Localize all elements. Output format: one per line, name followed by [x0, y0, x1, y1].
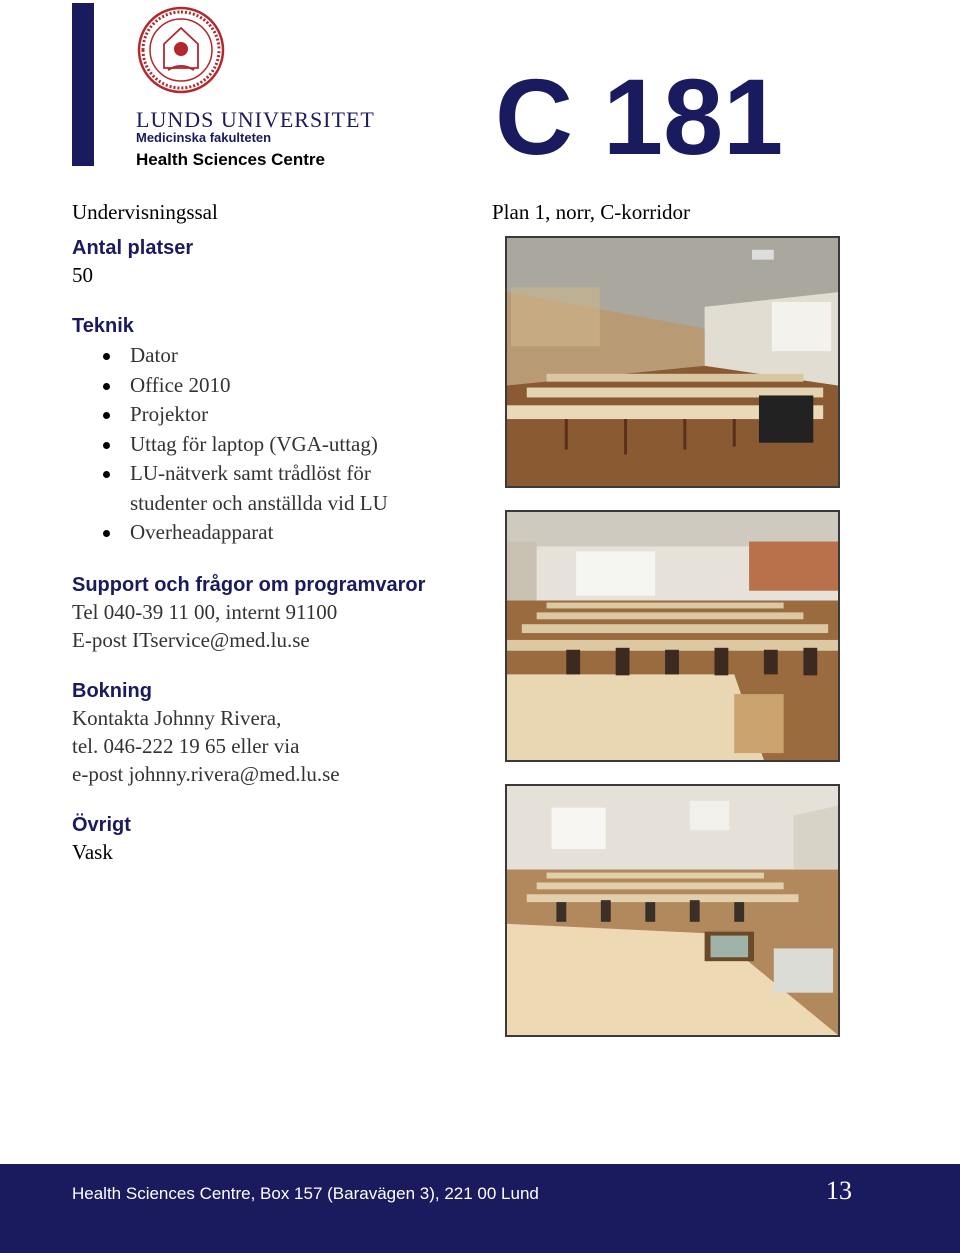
support-section: [72, 572, 492, 654]
room-location: Plan 1, norr, C-korridor: [492, 200, 691, 224]
page-footer: [0, 1164, 960, 1253]
list-item: LU-nätverk samt trådlöst för: [72, 459, 492, 489]
booking-phone: tel. 046-222 19 65 eller via: [72, 733, 300, 758]
room-type: Undervisningssal: [72, 200, 218, 224]
room-photo-3: [505, 784, 840, 1037]
room-photo-2: [505, 510, 840, 762]
booking-heading: Bokning: [72, 679, 152, 702]
other-heading: Övrigt: [72, 813, 131, 836]
list-item: Office 2010: [72, 371, 492, 401]
tech-list: [72, 341, 492, 548]
list-item: Overheadapparat: [72, 518, 492, 548]
university-seal-icon: [136, 4, 226, 100]
page-number: 13: [826, 1176, 852, 1205]
capacity-section: [72, 235, 492, 289]
bullet-icon: [103, 353, 110, 360]
centre-name: Health Sciences Centre: [136, 150, 325, 169]
list-item: Uttag för laptop (VGA-uttag): [72, 430, 492, 460]
bullet-icon: [103, 471, 110, 478]
faculty-name: Medicinska fakulteten: [136, 130, 272, 145]
capacity-value: 50: [72, 263, 93, 287]
bullet-icon: [103, 442, 110, 449]
list-item: Dator: [72, 341, 492, 371]
other-section: [72, 812, 492, 866]
room-photo-1: [505, 236, 840, 488]
footer-address: Health Sciences Centre, Box 157 (Baravägen 3), 221 00 Lund: [72, 1184, 539, 1203]
booking-section: [72, 678, 492, 788]
support-email: E-post ITservice@med.lu.se: [72, 627, 310, 652]
university-name: LUNDS UNIVERSITET: [136, 107, 375, 132]
bullet-icon: [103, 383, 110, 390]
bullet-icon: [103, 530, 110, 537]
bullet-icon: [103, 412, 110, 419]
room-details: [72, 235, 492, 890]
booking-contact: Kontakta Johnny Rivera,: [72, 705, 282, 730]
capacity-heading: Antal platser: [72, 237, 194, 259]
support-heading: Support och frågor om programvaror: [72, 573, 426, 596]
support-phone: Tel 040-39 11 00, internt 91100: [72, 599, 338, 624]
classroom-photo-icon: [507, 512, 838, 760]
room-code: C 181: [495, 56, 784, 177]
classroom-photo-icon: [507, 786, 838, 1035]
other-value: Vask: [72, 839, 113, 864]
header-accent-bar: [72, 3, 94, 166]
tech-heading: Teknik: [72, 315, 134, 337]
list-item-continuation: studenter och anställda vid LU: [130, 490, 388, 515]
classroom-photo-icon: [507, 238, 838, 486]
booking-email: e-post johnny.rivera@med.lu.se: [72, 761, 340, 786]
list-item: Projektor: [72, 400, 492, 430]
tech-section: [72, 313, 492, 548]
